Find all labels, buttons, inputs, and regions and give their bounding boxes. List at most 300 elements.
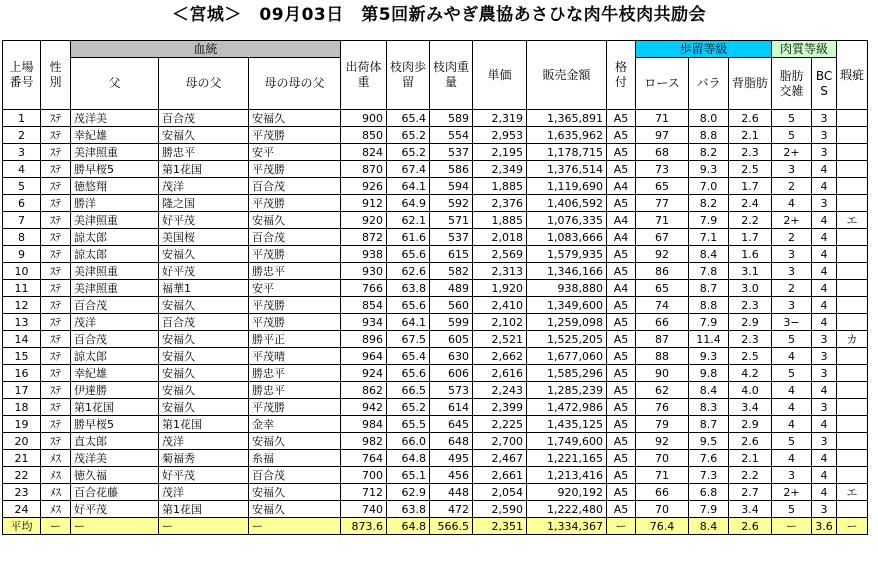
cell-dam-dam-sire: 平茂勝 xyxy=(249,314,341,331)
cell-rib: 7.0 xyxy=(689,178,729,195)
cell-dam-sire: 好平茂 xyxy=(159,212,249,229)
cell-defect xyxy=(837,110,868,127)
cell-rib: 7.9 xyxy=(689,212,729,229)
cell-carcass-weight: 456 xyxy=(430,467,473,484)
cell-dam-dam-sire: 百合茂 xyxy=(249,467,341,484)
header-yield-grade: 歩留等級 xyxy=(636,41,772,58)
cell-lot: 19 xyxy=(3,416,41,433)
cell-bcs: 3 xyxy=(812,399,837,416)
cell-lot: 17 xyxy=(3,382,41,399)
cell-unit-price: 2,953 xyxy=(473,127,527,144)
cell-unit-price: 2,243 xyxy=(473,382,527,399)
cell-lot: 22 xyxy=(3,467,41,484)
cell-marbling: 5 xyxy=(772,501,812,518)
cell-sale-total: 1,349,600 xyxy=(527,297,607,314)
cell-sex: ｽﾃ xyxy=(41,416,71,433)
cell-defect xyxy=(837,365,868,382)
cell-defect xyxy=(837,433,868,450)
cell-back-fat: 1.7 xyxy=(729,229,772,246)
cell-defect xyxy=(837,195,868,212)
cell-lot: 15 xyxy=(3,348,41,365)
cell-grade: A5 xyxy=(607,314,636,331)
cell-carcass-yield: 67.4 xyxy=(387,161,430,178)
cell-unit-price: 2,319 xyxy=(473,110,527,127)
cell-ribeye: 73 xyxy=(636,161,689,178)
cell-ribeye: 92 xyxy=(636,246,689,263)
cell-ribeye: 70 xyxy=(636,501,689,518)
cell-carcass-weight: 571 xyxy=(430,212,473,229)
cell-back-fat: 2.9 xyxy=(729,314,772,331)
table-row xyxy=(3,484,868,501)
cell-sex: ｽﾃ xyxy=(41,280,71,297)
cell-defect xyxy=(837,348,868,365)
cell-carcass-yield: 65.6 xyxy=(387,365,430,382)
cell-rib: 7.6 xyxy=(689,450,729,467)
cell-marbling: 4 xyxy=(772,399,812,416)
cell-carcass-yield: 65.2 xyxy=(387,127,430,144)
cell-sale-total: 1,376,514 xyxy=(527,161,607,178)
cell-rib: 8.7 xyxy=(689,280,729,297)
cell-rib: 7.1 xyxy=(689,229,729,246)
cell-back-fat: 2.5 xyxy=(729,348,772,365)
cell-defect: エ xyxy=(837,212,868,229)
table-row xyxy=(3,501,868,518)
cell-grade: A5 xyxy=(607,433,636,450)
average-sale-total: 1,334,367 xyxy=(527,518,607,535)
cell-sire: 茂洋美 xyxy=(71,450,159,467)
cell-grade: A5 xyxy=(607,348,636,365)
cell-bcs: 4 xyxy=(812,450,837,467)
cell-grade: A5 xyxy=(607,144,636,161)
cell-grade: A5 xyxy=(607,484,636,501)
table-row xyxy=(3,212,868,229)
average-lot: 平均 xyxy=(3,518,41,535)
cell-grade: A5 xyxy=(607,450,636,467)
cell-marbling: 4 xyxy=(772,195,812,212)
cell-dam-sire: 好平茂 xyxy=(159,263,249,280)
cell-bcs: 4 xyxy=(812,178,837,195)
cell-shipping-weight: 764 xyxy=(341,450,387,467)
table-row xyxy=(3,467,868,484)
cell-bcs: 4 xyxy=(812,382,837,399)
cell-bcs: 4 xyxy=(812,161,837,178)
cell-unit-price: 2,195 xyxy=(473,144,527,161)
average-shipping-weight: 873.6 xyxy=(341,518,387,535)
cell-carcass-yield: 65.5 xyxy=(387,416,430,433)
cell-grade: A5 xyxy=(607,161,636,178)
cell-lot: 11 xyxy=(3,280,41,297)
cell-unit-price: 2,700 xyxy=(473,433,527,450)
average-unit-price: 2,351 xyxy=(473,518,527,535)
cell-unit-price: 2,467 xyxy=(473,450,527,467)
cell-ribeye: 76 xyxy=(636,399,689,416)
cell-carcass-yield: 65.4 xyxy=(387,110,430,127)
table-row xyxy=(3,331,868,348)
table-row xyxy=(3,127,868,144)
cell-carcass-yield: 65.2 xyxy=(387,144,430,161)
cell-ribeye: 97 xyxy=(636,127,689,144)
cell-marbling: 5 xyxy=(772,127,812,144)
average-carcass-yield: 64.8 xyxy=(387,518,430,535)
cell-defect xyxy=(837,399,868,416)
cell-ribeye: 92 xyxy=(636,433,689,450)
cell-ribeye: 66 xyxy=(636,314,689,331)
cell-lot: 2 xyxy=(3,127,41,144)
table-row xyxy=(3,382,868,399)
cell-shipping-weight: 862 xyxy=(341,382,387,399)
cell-unit-price: 1,885 xyxy=(473,178,527,195)
table-row xyxy=(3,161,868,178)
cell-carcass-weight: 554 xyxy=(430,127,473,144)
cell-back-fat: 3.0 xyxy=(729,280,772,297)
cell-bcs: 4 xyxy=(812,314,837,331)
cell-rib: 8.0 xyxy=(689,110,729,127)
cell-dam-sire: 好平茂 xyxy=(159,467,249,484)
cell-sale-total: 1,435,125 xyxy=(527,416,607,433)
cell-shipping-weight: 700 xyxy=(341,467,387,484)
cell-dam-dam-sire: 平茂勝 xyxy=(249,246,341,263)
cell-lot: 16 xyxy=(3,365,41,382)
cell-carcass-weight: 592 xyxy=(430,195,473,212)
cell-marbling: 5 xyxy=(772,331,812,348)
cell-rib: 8.8 xyxy=(689,127,729,144)
cell-sex: ｽﾃ xyxy=(41,127,71,144)
cell-ribeye: 90 xyxy=(636,365,689,382)
cell-dam-sire: 隆之国 xyxy=(159,195,249,212)
cell-dam-sire: 茂洋 xyxy=(159,433,249,450)
cell-bcs: 3 xyxy=(812,195,837,212)
cell-carcass-weight: 537 xyxy=(430,144,473,161)
cell-sire: 美津照重 xyxy=(71,263,159,280)
cell-lot: 1 xyxy=(3,110,41,127)
header-back-fat: 背脂肪 xyxy=(729,58,772,110)
cell-back-fat: 2.6 xyxy=(729,433,772,450)
average-grade: ー xyxy=(607,518,636,535)
cell-sire: 茂洋美 xyxy=(71,110,159,127)
cell-unit-price: 2,349 xyxy=(473,161,527,178)
cell-back-fat: 3.4 xyxy=(729,399,772,416)
cell-defect xyxy=(837,246,868,263)
cell-sire: 勝早桜5 xyxy=(71,161,159,178)
average-rib: 8.4 xyxy=(689,518,729,535)
table-row xyxy=(3,178,868,195)
cell-grade: A5 xyxy=(607,365,636,382)
cell-dam-sire: 茂洋 xyxy=(159,178,249,195)
cell-sex: ｽﾃ xyxy=(41,365,71,382)
cell-back-fat: 2.3 xyxy=(729,144,772,161)
cell-unit-price: 2,376 xyxy=(473,195,527,212)
cell-unit-price: 2,590 xyxy=(473,501,527,518)
cell-sire: 美津照重 xyxy=(71,280,159,297)
cell-sex: ｽﾃ xyxy=(41,433,71,450)
cell-bcs: 3 xyxy=(812,433,837,450)
cell-bcs: 4 xyxy=(812,229,837,246)
cell-lot: 23 xyxy=(3,484,41,501)
cell-shipping-weight: 824 xyxy=(341,144,387,161)
table-row xyxy=(3,280,868,297)
cell-sex: ｽﾃ xyxy=(41,382,71,399)
table-row xyxy=(3,229,868,246)
cell-sale-total: 1,579,935 xyxy=(527,246,607,263)
cell-rib: 8.2 xyxy=(689,195,729,212)
cell-bcs: 3 xyxy=(812,365,837,382)
cell-marbling: 5 xyxy=(772,433,812,450)
average-sex: ー xyxy=(41,518,71,535)
cell-carcass-weight: 606 xyxy=(430,365,473,382)
cell-sale-total: 1,076,335 xyxy=(527,212,607,229)
cell-rib: 11.4 xyxy=(689,331,729,348)
cell-grade: A5 xyxy=(607,399,636,416)
cell-lot: 4 xyxy=(3,161,41,178)
cell-bcs: 4 xyxy=(812,212,837,229)
cell-defect xyxy=(837,450,868,467)
cell-marbling: 5 xyxy=(772,110,812,127)
cell-bcs: 4 xyxy=(812,297,837,314)
cell-ribeye: 74 xyxy=(636,297,689,314)
cell-carcass-weight: 599 xyxy=(430,314,473,331)
cell-lot: 13 xyxy=(3,314,41,331)
cell-carcass-weight: 560 xyxy=(430,297,473,314)
cell-lot: 3 xyxy=(3,144,41,161)
cell-marbling: 4 xyxy=(772,382,812,399)
cell-unit-price: 2,662 xyxy=(473,348,527,365)
cell-lot: 18 xyxy=(3,399,41,416)
table-row xyxy=(3,416,868,433)
cell-bcs: 4 xyxy=(812,467,837,484)
cell-lot: 5 xyxy=(3,178,41,195)
header-bloodline: 血統 xyxy=(71,41,341,58)
cell-dam-dam-sire: 糸福 xyxy=(249,450,341,467)
cell-ribeye: 70 xyxy=(636,450,689,467)
cell-grade: A4 xyxy=(607,229,636,246)
cell-sale-total: 1,178,715 xyxy=(527,144,607,161)
table-row xyxy=(3,450,868,467)
cell-bcs: 3 xyxy=(812,348,837,365)
cell-rib: 7.8 xyxy=(689,263,729,280)
cell-carcass-yield: 65.2 xyxy=(387,399,430,416)
header-bcs: BCS xyxy=(812,58,837,110)
cell-rib: 7.3 xyxy=(689,467,729,484)
cell-defect xyxy=(837,127,868,144)
cell-carcass-weight: 615 xyxy=(430,246,473,263)
table-row xyxy=(3,365,868,382)
cell-dam-dam-sire: 安福久 xyxy=(249,212,341,229)
cell-marbling: 2 xyxy=(772,178,812,195)
cell-sex: ｽﾃ xyxy=(41,399,71,416)
cell-sex: ﾒｽ xyxy=(41,450,71,467)
cell-marbling: 3 xyxy=(772,467,812,484)
cell-sire: 百合花藤 xyxy=(71,484,159,501)
cell-sire: 勝早桜5 xyxy=(71,416,159,433)
cell-defect: カ xyxy=(837,331,868,348)
cell-ribeye: 87 xyxy=(636,331,689,348)
cell-sex: ﾒｽ xyxy=(41,501,71,518)
cell-rib: 8.4 xyxy=(689,382,729,399)
table-row xyxy=(3,110,868,127)
cell-dam-sire: 第1花国 xyxy=(159,161,249,178)
cell-sire: 徳悠翔 xyxy=(71,178,159,195)
cell-dam-dam-sire: 百合茂 xyxy=(249,178,341,195)
cell-rib: 9.8 xyxy=(689,365,729,382)
header-sale-total: 販売金額 xyxy=(527,41,607,110)
cell-marbling: 3− xyxy=(772,314,812,331)
cell-defect xyxy=(837,178,868,195)
cell-carcass-yield: 64.8 xyxy=(387,450,430,467)
cell-back-fat: 3.4 xyxy=(729,501,772,518)
cell-sale-total: 938,880 xyxy=(527,280,607,297)
cell-dam-dam-sire: 安平 xyxy=(249,144,341,161)
cell-marbling: 3 xyxy=(772,161,812,178)
cell-dam-dam-sire: 金幸 xyxy=(249,416,341,433)
cell-dam-sire: 安福久 xyxy=(159,348,249,365)
cell-carcass-yield: 65.1 xyxy=(387,467,430,484)
cell-lot: 6 xyxy=(3,195,41,212)
cell-sale-total: 1,221,165 xyxy=(527,450,607,467)
cell-carcass-yield: 63.8 xyxy=(387,501,430,518)
cell-ribeye: 65 xyxy=(636,280,689,297)
cell-sire: 直太郎 xyxy=(71,433,159,450)
cell-ribeye: 67 xyxy=(636,229,689,246)
cell-carcass-weight: 645 xyxy=(430,416,473,433)
cell-grade: A5 xyxy=(607,416,636,433)
cell-ribeye: 77 xyxy=(636,195,689,212)
cell-marbling: 4 xyxy=(772,348,812,365)
cell-rib: 6.8 xyxy=(689,484,729,501)
cell-unit-price: 1,920 xyxy=(473,280,527,297)
table-row xyxy=(3,263,868,280)
cell-sex: ｽﾃ xyxy=(41,314,71,331)
cell-dam-sire: 勝忠平 xyxy=(159,144,249,161)
table-row xyxy=(3,246,868,263)
header-sire: 父 xyxy=(71,58,159,110)
cell-defect xyxy=(837,314,868,331)
cell-sale-total: 1,365,891 xyxy=(527,110,607,127)
cell-grade: A5 xyxy=(607,246,636,263)
cell-marbling: 3 xyxy=(772,297,812,314)
cell-grade: A5 xyxy=(607,501,636,518)
cell-rib: 8.3 xyxy=(689,399,729,416)
cell-carcass-yield: 63.8 xyxy=(387,280,430,297)
cell-sale-total: 1,525,205 xyxy=(527,331,607,348)
cell-unit-price: 2,569 xyxy=(473,246,527,263)
cell-carcass-yield: 62.1 xyxy=(387,212,430,229)
cell-bcs: 3 xyxy=(812,144,837,161)
cell-sale-total: 1,677,060 xyxy=(527,348,607,365)
cell-grade: A5 xyxy=(607,127,636,144)
cell-grade: A5 xyxy=(607,297,636,314)
cell-dam-dam-sire: 勝忠平 xyxy=(249,365,341,382)
cell-dam-dam-sire: 平茂勝 xyxy=(249,399,341,416)
cell-defect xyxy=(837,416,868,433)
cell-dam-dam-sire: 勝忠平 xyxy=(249,263,341,280)
cell-bcs: 4 xyxy=(812,280,837,297)
header-dam-dam-sire: 母の母の父 xyxy=(249,58,341,110)
cell-sire: 幸紀雄 xyxy=(71,127,159,144)
cell-ribeye: 79 xyxy=(636,416,689,433)
cell-lot: 10 xyxy=(3,263,41,280)
cell-dam-sire: 安福久 xyxy=(159,297,249,314)
cell-lot: 24 xyxy=(3,501,41,518)
table-row xyxy=(3,144,868,161)
cell-unit-price: 2,410 xyxy=(473,297,527,314)
cell-defect xyxy=(837,501,868,518)
cell-back-fat: 2.5 xyxy=(729,161,772,178)
cell-shipping-weight: 924 xyxy=(341,365,387,382)
cell-back-fat: 2.7 xyxy=(729,484,772,501)
cell-sale-total: 1,585,296 xyxy=(527,365,607,382)
cell-sex: ｽﾃ xyxy=(41,195,71,212)
cell-grade: A5 xyxy=(607,467,636,484)
cell-shipping-weight: 872 xyxy=(341,229,387,246)
cell-shipping-weight: 900 xyxy=(341,110,387,127)
cell-defect xyxy=(837,144,868,161)
cell-unit-price: 2,661 xyxy=(473,467,527,484)
cell-carcass-yield: 65.6 xyxy=(387,246,430,263)
cell-sire: 美津照重 xyxy=(71,212,159,229)
cell-ribeye: 71 xyxy=(636,212,689,229)
cell-carcass-yield: 62.6 xyxy=(387,263,430,280)
header-unit-price: 単価 xyxy=(473,41,527,110)
average-dam-sire: ー xyxy=(159,518,249,535)
cell-marbling: 4 xyxy=(772,416,812,433)
header-carcass-yield: 枝肉歩留 xyxy=(387,41,430,110)
cell-marbling: 2+ xyxy=(772,484,812,501)
cell-sire: 勝洋 xyxy=(71,195,159,212)
cell-shipping-weight: 930 xyxy=(341,263,387,280)
average-sire: ー xyxy=(71,518,159,535)
cell-sex: ｽﾃ xyxy=(41,212,71,229)
cell-dam-sire: 安福久 xyxy=(159,365,249,382)
header-defect: 瑕疵 xyxy=(837,41,868,110)
cell-shipping-weight: 766 xyxy=(341,280,387,297)
cell-dam-dam-sire: 安福久 xyxy=(249,433,341,450)
cell-sale-total: 1,222,480 xyxy=(527,501,607,518)
cell-grade: A5 xyxy=(607,110,636,127)
table-row xyxy=(3,195,868,212)
cell-unit-price: 2,521 xyxy=(473,331,527,348)
cell-rib: 8.4 xyxy=(689,246,729,263)
cell-carcass-weight: 448 xyxy=(430,484,473,501)
cell-sale-total: 1,749,600 xyxy=(527,433,607,450)
cell-back-fat: 2.3 xyxy=(729,297,772,314)
cell-back-fat: 2.1 xyxy=(729,450,772,467)
page-title: ＜宮城＞ 09月03日 第5回新みやぎ農協あさひな肉牛枝肉共励会 xyxy=(171,5,707,25)
table-row xyxy=(3,314,868,331)
average-defect: ー xyxy=(837,518,868,535)
cell-unit-price: 2,399 xyxy=(473,399,527,416)
cell-sex: ｽﾃ xyxy=(41,161,71,178)
cell-rib: 7.9 xyxy=(689,314,729,331)
cell-shipping-weight: 964 xyxy=(341,348,387,365)
cell-grade: A4 xyxy=(607,178,636,195)
cell-dam-sire: 茂洋 xyxy=(159,484,249,501)
cell-shipping-weight: 870 xyxy=(341,161,387,178)
table-body xyxy=(3,110,868,535)
cell-carcass-yield: 62.9 xyxy=(387,484,430,501)
cell-sex: ｽﾃ xyxy=(41,178,71,195)
cell-ribeye: 88 xyxy=(636,348,689,365)
cell-sale-total: 1,472,986 xyxy=(527,399,607,416)
cell-dam-dam-sire: 平茂勝 xyxy=(249,195,341,212)
cell-marbling: 2 xyxy=(772,280,812,297)
cell-dam-dam-sire: 平茂勝 xyxy=(249,161,341,178)
cell-grade: A5 xyxy=(607,331,636,348)
cell-carcass-weight: 605 xyxy=(430,331,473,348)
cell-back-fat: 2.2 xyxy=(729,467,772,484)
cell-sire: 美津照重 xyxy=(71,144,159,161)
cell-dam-sire: 百合茂 xyxy=(159,110,249,127)
cell-sire: 茂洋 xyxy=(71,314,159,331)
